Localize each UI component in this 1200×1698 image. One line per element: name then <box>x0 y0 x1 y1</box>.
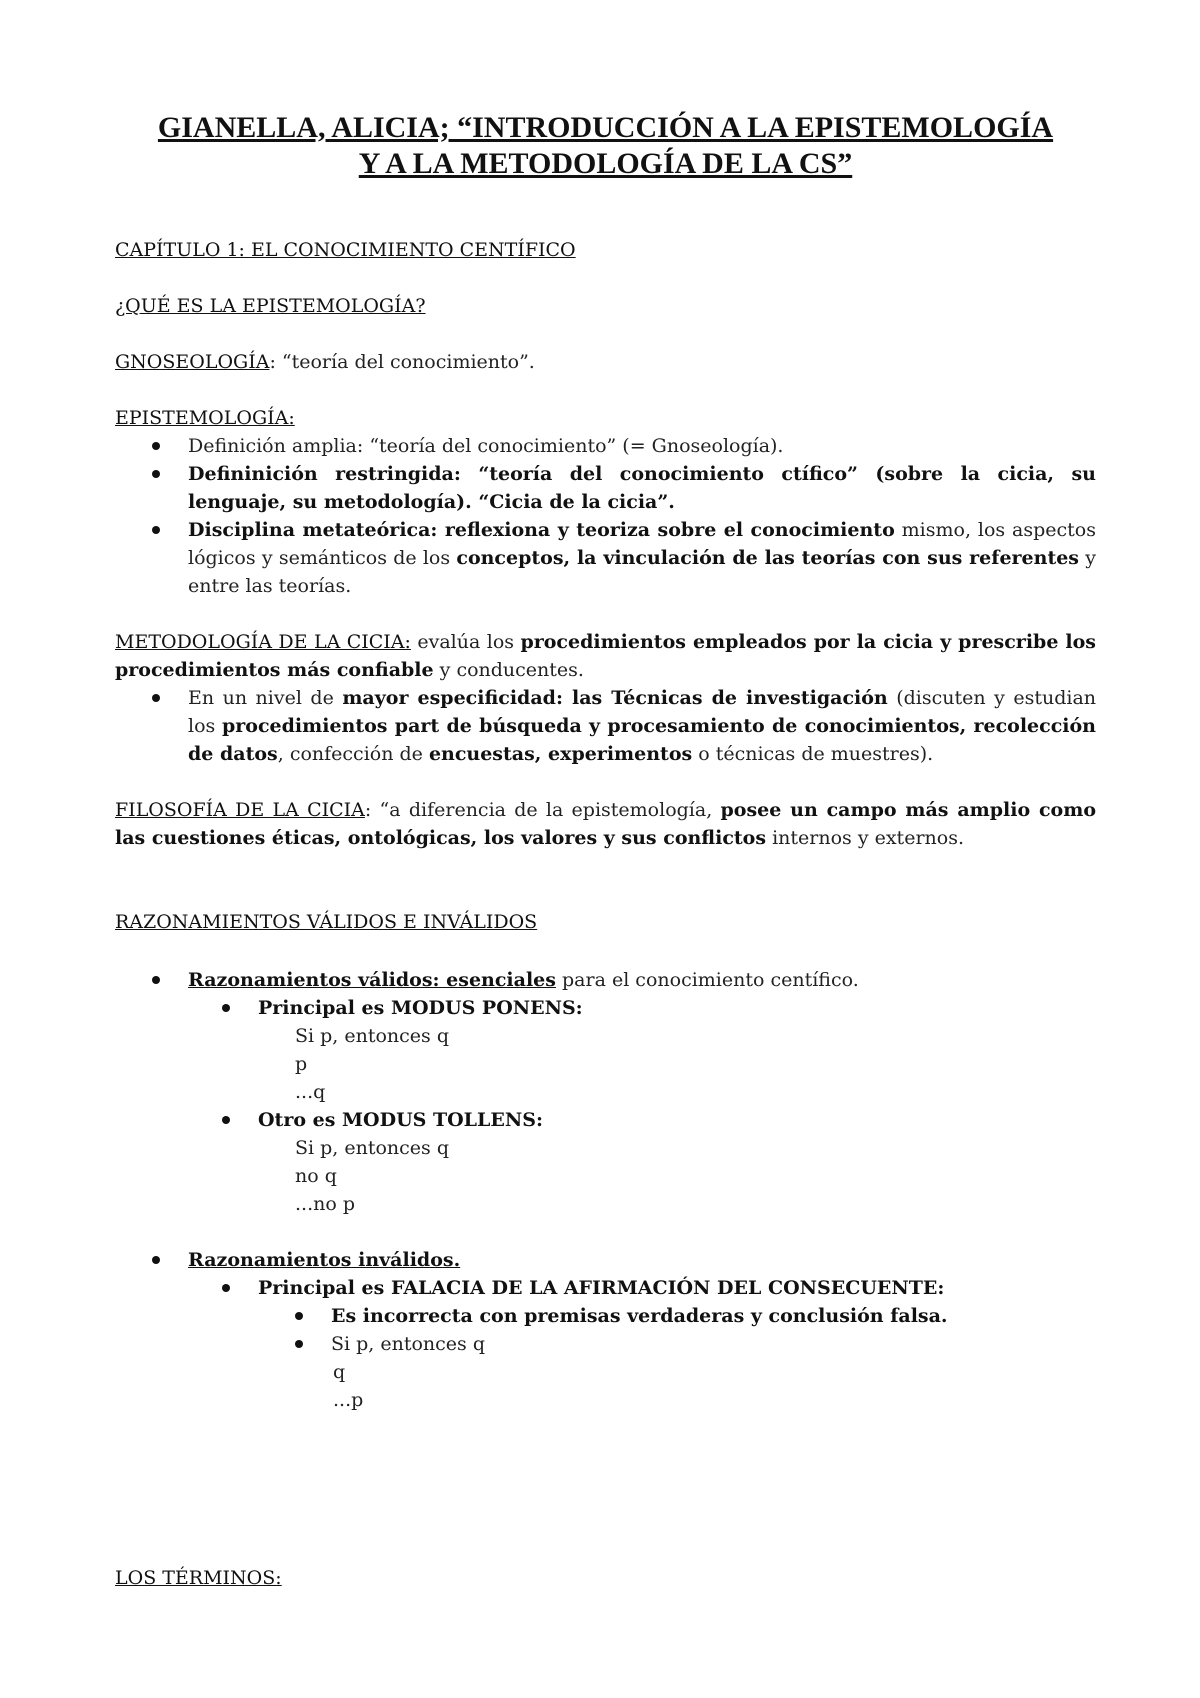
title-line-1: GIANELLA, ALICIA; “INTRODUCCIÓN A LA EPISTEMOLOGÍA <box>157 111 1054 144</box>
definition-broad: Definición amplia: “teoría del conocimiento” (= Gnoseología). <box>188 435 784 457</box>
metodologia-list <box>115 684 1096 768</box>
gnoseologia-term: GNOSEOLOGÍA <box>115 351 270 373</box>
bullet-icon <box>152 526 160 534</box>
modus-ponens-line: Si p, entonces q <box>295 1025 450 1047</box>
document-title <box>115 110 1096 182</box>
epistemologia-list <box>115 432 1096 600</box>
techniques-text-4: o técnicas de muestres). <box>692 743 934 765</box>
list-item <box>115 1246 1096 1274</box>
falacia-line: Si p, entonces q <box>331 1333 486 1355</box>
list-item <box>115 1302 1096 1330</box>
section-question: ¿QUÉ ES LA EPISTEMOLOGÍA? <box>115 295 426 317</box>
list-item <box>115 1106 1096 1134</box>
filosofia-bold: posee un campo más amplio como las cuestiones éticas, ontológicas, los valores y sus conflictos <box>115 799 1096 849</box>
filosofia-text-2: internos y externos. <box>766 827 964 849</box>
bullet-icon <box>152 1256 160 1264</box>
gnoseologia-def: : “teoría del conocimiento”. <box>269 351 535 373</box>
modus-ponens-label: Principal es MODUS PONENS: <box>258 997 583 1019</box>
definition-narrow: Defininición restringida: “teoría del conocimiento ctífico” (sobre la cicia, su lenguaje, su metodología). “Cicia de la cicia”. <box>188 463 1096 513</box>
modus-ponens-line: ...q <box>295 1081 326 1103</box>
gnoseologia-paragraph <box>115 348 1096 376</box>
bullet-icon <box>222 1116 230 1124</box>
falacia-label: Principal es FALACIA DE LA AFIRMACIÓN DEL CONSECUENTE: <box>258 1277 945 1299</box>
metodologia-bold: procedimientos empleados por la cicia y prescribe los procedimientos más confiable <box>115 631 1096 681</box>
razonamientos-heading: RAZONAMIENTOS VÁLIDOS E INVÁLIDOS <box>115 911 538 933</box>
metatheoretical-text-2: y entre las teorías. <box>188 547 1097 597</box>
razonamientos-list <box>115 966 1096 1022</box>
modus-tollens-line: Si p, entonces q <box>295 1137 450 1159</box>
falacia-line: q <box>333 1361 346 1383</box>
metodologia-text-2: y conducentes. <box>433 659 584 681</box>
validos-label: Razonamientos válidos: esenciales <box>188 969 556 991</box>
epistemologia-heading: EPISTEMOLOGÍA: <box>115 407 295 429</box>
list-item <box>115 1330 1096 1358</box>
metatheoretical-paragraph <box>188 516 1096 600</box>
list-item <box>115 1274 1096 1302</box>
modus-ponens-block <box>115 1022 1096 1106</box>
bullet-icon <box>152 976 160 984</box>
list-item <box>115 684 1096 768</box>
falacia-note: Es incorrecta con premisas verdaderas y conclusión falsa. <box>331 1305 948 1327</box>
metatheoretical-bold: Disciplina metateórica: reflexiona y teoriza sobre el conocimiento <box>188 519 895 541</box>
list-item <box>115 432 1096 460</box>
metodologia-term: METODOLOGÍA DE LA CICIA: <box>115 631 411 653</box>
invalidos-list <box>115 1246 1096 1358</box>
bullet-icon <box>222 1004 230 1012</box>
metodologia-text: evalúa los <box>410 631 521 653</box>
falacia-line: ...p <box>333 1389 364 1411</box>
techniques-bold-3: encuestas, experimentos <box>428 743 693 765</box>
bullet-icon <box>295 1312 303 1320</box>
techniques-bold: mayor especificidad: las Técnicas de investigación <box>342 687 888 709</box>
bullet-icon <box>152 442 160 450</box>
metatheoretical-bold-2: conceptos, la vinculación de las teorías con sus referentes <box>456 547 1080 569</box>
metatheoretical-text: mismo, los aspectos lógicos y semánticos de los <box>188 519 1096 569</box>
list-item <box>115 966 1096 994</box>
modus-tollens-line: no q <box>295 1165 337 1187</box>
bullet-icon <box>295 1340 303 1348</box>
modus-tollens-line: ...no p <box>295 1193 355 1215</box>
techniques-text-3: , confección de <box>277 743 429 765</box>
chapter-heading: CAPÍTULO 1: EL CONOCIMIENTO CENTÍFICO <box>115 239 576 261</box>
modus-tollens-label: Otro es MODUS TOLLENS: <box>258 1109 543 1131</box>
techniques-text: En un nivel de <box>188 687 343 709</box>
falacia-block <box>115 1358 1096 1414</box>
metodologia-paragraph <box>115 628 1096 684</box>
bullet-icon <box>222 1284 230 1292</box>
techniques-text-2: (discuten y estudian los <box>188 687 1097 737</box>
bullet-icon <box>152 470 160 478</box>
list-item <box>115 516 1096 600</box>
list-item <box>115 460 1096 516</box>
list-item <box>115 994 1096 1022</box>
validos-text: para el conocimiento centífico. <box>555 969 859 991</box>
filosofia-text: : “a diferencia de la epistemología, <box>364 799 721 821</box>
modus-tollens-block <box>115 1134 1096 1218</box>
bullet-icon <box>152 694 160 702</box>
modus-tollens-list <box>115 1106 1096 1134</box>
terminos-heading: LOS TÉRMINOS: <box>115 1567 282 1589</box>
techniques-bold-2: procedimientos part de búsqueda y procesamiento de conocimientos, recolección de datos <box>188 715 1096 765</box>
modus-ponens-line: p <box>295 1053 308 1075</box>
filosofia-term: FILOSOFÍA DE LA CICIA <box>115 799 365 821</box>
title-line-2: Y A LA METODOLOGÍA DE LA CS” <box>358 147 853 180</box>
invalidos-label: Razonamientos inválidos. <box>188 1249 461 1271</box>
filosofia-paragraph <box>115 796 1096 852</box>
techniques-paragraph <box>188 684 1096 768</box>
